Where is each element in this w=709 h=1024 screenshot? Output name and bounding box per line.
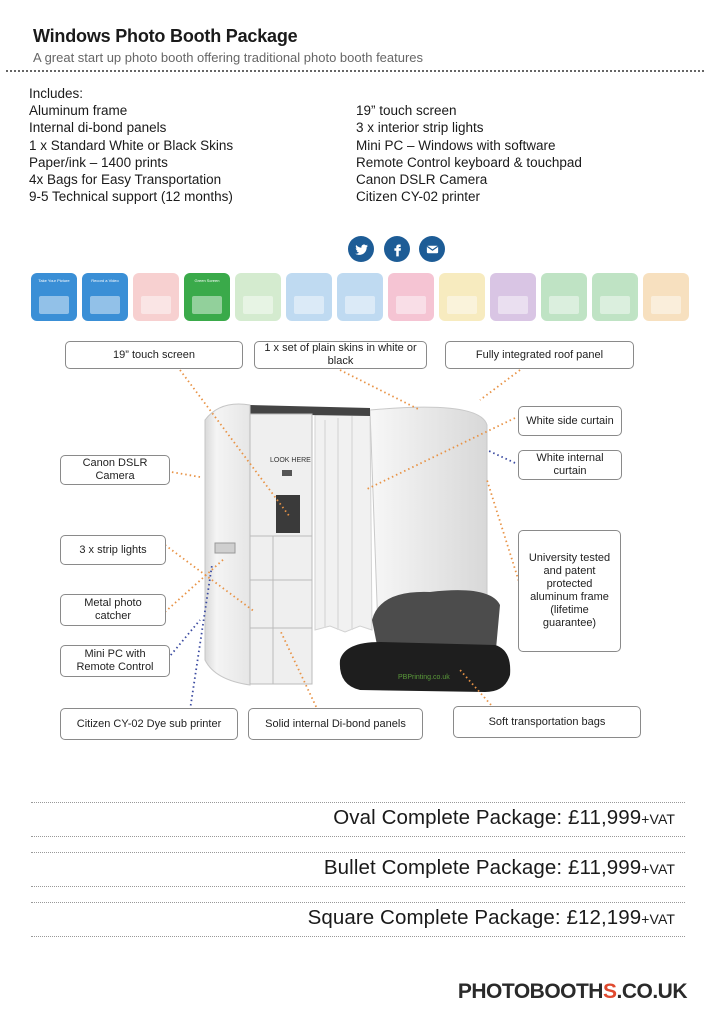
feature-tile-label: Take Your Picture [38, 278, 70, 283]
callout-bags: Soft transportation bags [453, 706, 641, 738]
feature-tile[interactable] [643, 273, 689, 321]
callout-strip-lights: 3 x strip lights [60, 535, 166, 565]
feature-tile[interactable] [184, 273, 230, 321]
price-divider [31, 852, 685, 853]
feature-tile-image [141, 296, 171, 314]
page-subtitle: A great start up photo booth offering traditional photo booth features [33, 50, 424, 65]
email-icon[interactable] [419, 236, 445, 262]
feature-tile[interactable] [31, 273, 77, 321]
list-item: 19” touch screen [356, 103, 457, 118]
price-divider [31, 836, 685, 837]
feature-tile[interactable] [490, 273, 536, 321]
list-item: Canon DSLR Camera [356, 172, 488, 188]
feature-tile-image [498, 296, 528, 314]
feature-tile[interactable] [133, 273, 179, 321]
page-title: Windows Photo Booth Package [33, 26, 298, 46]
list-item: Internal di-bond panels [29, 120, 167, 136]
list-item: 9-5 Technical support (12 months) [29, 189, 233, 205]
feature-tile-image [396, 296, 426, 314]
feature-tile-image [651, 296, 681, 314]
includes-left-list [29, 102, 233, 206]
feature-tile[interactable] [592, 273, 638, 321]
feature-tile-image [549, 296, 579, 314]
includes-heading: Includes: [29, 86, 84, 101]
price-square: Square Complete Package: £12,199+VAT [307, 906, 675, 929]
list-item: Paper/ink – 1400 prints [29, 154, 168, 170]
feature-tile[interactable] [286, 273, 332, 321]
feature-tile-image [39, 296, 69, 314]
callout-side-curtain: White side curtain [518, 406, 622, 436]
list-item: Citizen CY-02 printer [356, 189, 481, 205]
feature-tile[interactable] [388, 273, 434, 321]
price-divider [31, 902, 685, 903]
feature-tile-image [243, 296, 273, 314]
feature-tile-image [345, 296, 375, 314]
facebook-icon[interactable] [384, 236, 410, 262]
price-divider [31, 936, 685, 937]
callout-internal-curtain: White internal curtain [518, 450, 622, 480]
feature-tile[interactable] [82, 273, 128, 321]
list-item: 1 x Standard White or Black Skins [29, 137, 234, 153]
feature-tile[interactable] [337, 273, 383, 321]
feature-tile-image [447, 296, 477, 314]
feature-tile-label: Green Screen [194, 278, 220, 283]
price-divider [31, 802, 685, 803]
feature-tiles-strip [31, 273, 689, 321]
feature-tile-image [600, 296, 630, 314]
callout-photo-catcher: Metal photo catcher [60, 594, 166, 626]
booth-diagram [0, 330, 709, 750]
callout-mini-pc: Mini PC with Remote Control [60, 645, 170, 677]
bag-logo-text: PBPrinting.co.uk [398, 674, 450, 681]
look-here-sign: LOOK HERE [270, 457, 311, 464]
list-item: Aluminum frame [29, 103, 128, 118]
callout-touch-screen: 19” touch screen [65, 341, 243, 369]
brand-logo[interactable]: PHOTOBOOTHS.CO.UK [457, 980, 687, 1003]
callout-camera: Canon DSLR Camera [60, 455, 170, 485]
price-bullet: Bullet Complete Package: £11,999+VAT [323, 856, 675, 879]
includes-right-list [356, 102, 582, 206]
callout-plain-skins: 1 x set of plain skins in white or black [254, 341, 427, 369]
feature-tile-label: Record a Video [91, 278, 119, 283]
list-item: Remote Control keyboard & touchpad [356, 154, 582, 170]
header-divider [6, 70, 704, 72]
callout-university-frame: University tested and patent protected aluminum frame (lifetime guarantee) [518, 530, 621, 652]
list-item: Mini PC – Windows with software [356, 137, 556, 153]
feature-tile[interactable] [439, 273, 485, 321]
feature-tile-image [294, 296, 324, 314]
feature-tile[interactable] [235, 273, 281, 321]
feature-tile-image [90, 296, 120, 314]
callout-dibond-panels: Solid internal Di-bond panels [248, 708, 423, 740]
callout-printer: Citizen CY-02 Dye sub printer [60, 708, 238, 740]
feature-tile-image [192, 296, 222, 314]
list-item: 4x Bags for Easy Transportation [29, 172, 222, 188]
feature-tile[interactable] [541, 273, 587, 321]
twitter-icon[interactable] [348, 236, 374, 262]
price-divider [31, 886, 685, 887]
price-oval: Oval Complete Package: £11,999+VAT [333, 806, 675, 829]
callout-roof-panel: Fully integrated roof panel [445, 341, 634, 369]
list-item: 3 x interior strip lights [356, 120, 484, 136]
